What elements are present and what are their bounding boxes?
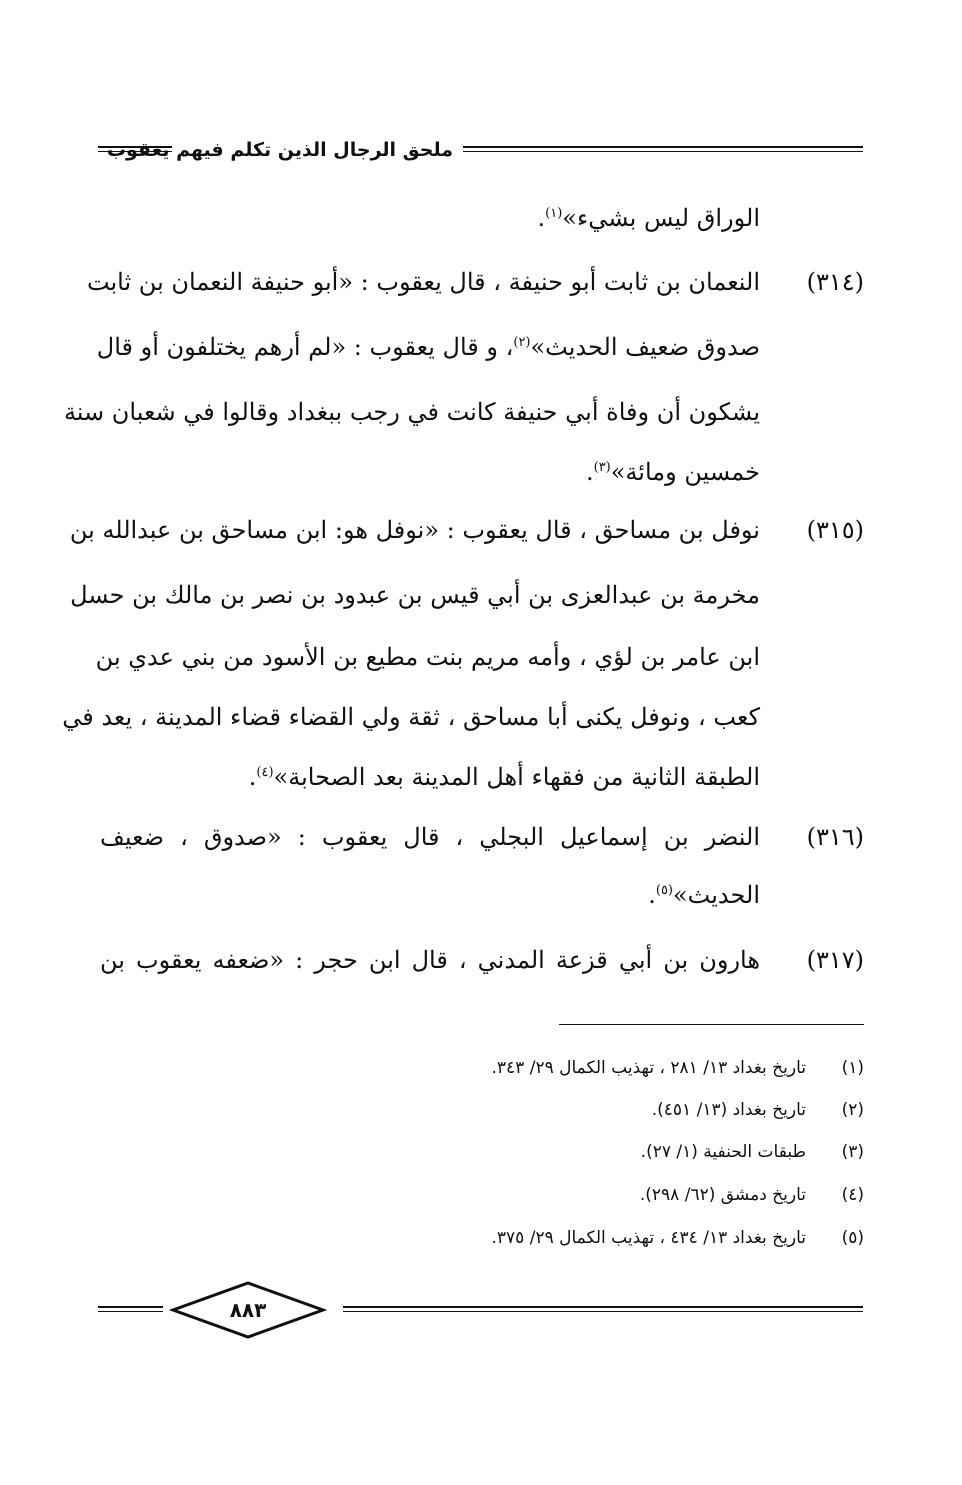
entry-314-line-2-tail: ، و قال يعقوب : «لم أرهم يختلفون أو قال xyxy=(96,333,514,361)
entry-314-line-1: النعمان بن ثابت أبو حنيفة ، قال يعقوب : «أبو حنيفة النعمان بن ثابت xyxy=(86,268,760,296)
header-rule-right xyxy=(463,146,863,152)
footnote-3 xyxy=(641,1139,864,1165)
entry-315-line-2: مخرمة بن عبدالعزى بن أبي قيس بن عبدود بن نصر بن مالك بن حسل xyxy=(70,581,760,609)
footnote-2 xyxy=(652,1097,864,1123)
footnote-ref-1: (١) xyxy=(545,206,563,221)
footnote-1 xyxy=(492,1055,865,1081)
page-footer xyxy=(98,1280,863,1340)
running-header xyxy=(98,135,863,165)
footnote-ref-3: (٣) xyxy=(593,460,611,475)
footnote-2-number: (٢) xyxy=(841,1100,864,1120)
continuation-text: الوراق ليس بشيء» xyxy=(562,204,760,232)
header-rule-left xyxy=(98,146,172,152)
footnote-5-number: (٥) xyxy=(841,1228,864,1248)
footer-rule-left xyxy=(98,1306,163,1312)
header-title: ملحق الرجال الذين تكلم فيهم يعقوب xyxy=(106,139,453,161)
entry-314-line-4-text: خمسين ومائة» xyxy=(610,458,760,486)
footnote-3-number: (٣) xyxy=(841,1142,864,1162)
page-number: ٨٨٣ xyxy=(229,1298,267,1322)
entry-314-line-2-head: صدوق ضعيف الحديث» xyxy=(530,333,760,361)
continuation-line: الوراق ليس بشيء»$^{(١)}$. xyxy=(537,204,760,232)
footnote-1-text: تاريخ بغداد ١٣/ ٢٨١ ، تهذيب الكمال ٢٩/ ٣٤٣. xyxy=(491,1058,806,1078)
footnote-4 xyxy=(640,1182,864,1208)
footnote-separator xyxy=(559,1024,864,1025)
entry-number-314: (٣١٤) xyxy=(806,268,864,296)
entry-number-317: (٣١٧) xyxy=(806,946,864,974)
entry-number-316: (٣١٦) xyxy=(806,823,864,851)
footnote-4-text: تاريخ دمشق (٦٢/ ٢٩٨). xyxy=(639,1185,806,1205)
entry-316-line-2-text: الحديث» xyxy=(673,881,760,909)
entry-316-line-1: النضر بن إسماعيل البجلي ، قال يعقوب : «صدوق ، ضعيف xyxy=(100,823,760,851)
entry-315-line-4: كعب ، ونوفل يكنى أبا مساحق ، ثقة ولي القضاء قضاء المدينة ، يعد في xyxy=(62,703,760,731)
footnote-3-text: طبقات الحنفية (١/ ٢٧). xyxy=(640,1142,806,1162)
entry-314-line-2 xyxy=(96,327,760,367)
entry-number-315: (٣١٥) xyxy=(806,516,864,544)
entry-315-line-5-text: الطبقة الثانية من فقهاء أهل المدينة بعد الصحابة» xyxy=(273,763,760,791)
entry-314-line-3: يشكون أن وفاة أبي حنيفة كانت في رجب ببغداد وقالوا في شعبان سنة xyxy=(63,398,760,426)
footnote-1-number: (١) xyxy=(841,1058,864,1078)
footnote-2-text: تاريخ بغداد (١٣/ ٤٥١). xyxy=(651,1100,806,1120)
footnote-5-text: تاريخ بغداد ١٣/ ٤٣٤ ، تهذيب الكمال ٢٩/ ٣٧٥. xyxy=(491,1228,806,1248)
footnote-5 xyxy=(492,1225,865,1251)
page-number-badge xyxy=(168,1280,328,1340)
entry-314-line-4: خمسين ومائة»$^{(٣)}$. xyxy=(585,458,760,486)
footnote-ref-2: (٢) xyxy=(513,335,531,350)
entry-315-line-5: الطبقة الثانية من فقهاء أهل المدينة بعد الصحابة»$^{(٤)}$. xyxy=(248,763,760,791)
entry-317-line-1: هارون بن أبي قزعة المدني ، قال ابن حجر : «ضعفه يعقوب بن xyxy=(100,946,760,974)
footnote-ref-4: (٤) xyxy=(256,765,274,780)
entry-315-line-3: ابن عامر بن لؤي ، وأمه مريم بنت مطيع بن الأسود من بني عدي بن xyxy=(95,643,760,671)
footnote-4-number: (٤) xyxy=(841,1185,864,1205)
footer-rule-right xyxy=(343,1306,863,1312)
entry-315-line-1: نوفل بن مساحق ، قال يعقوب : «نوفل هو: ابن مساحق بن عبدالله بن xyxy=(69,516,760,544)
entry-316-line-2: الحديث»$^{(٥)}$. xyxy=(648,881,760,909)
footnote-ref-5: (٥) xyxy=(655,883,673,898)
